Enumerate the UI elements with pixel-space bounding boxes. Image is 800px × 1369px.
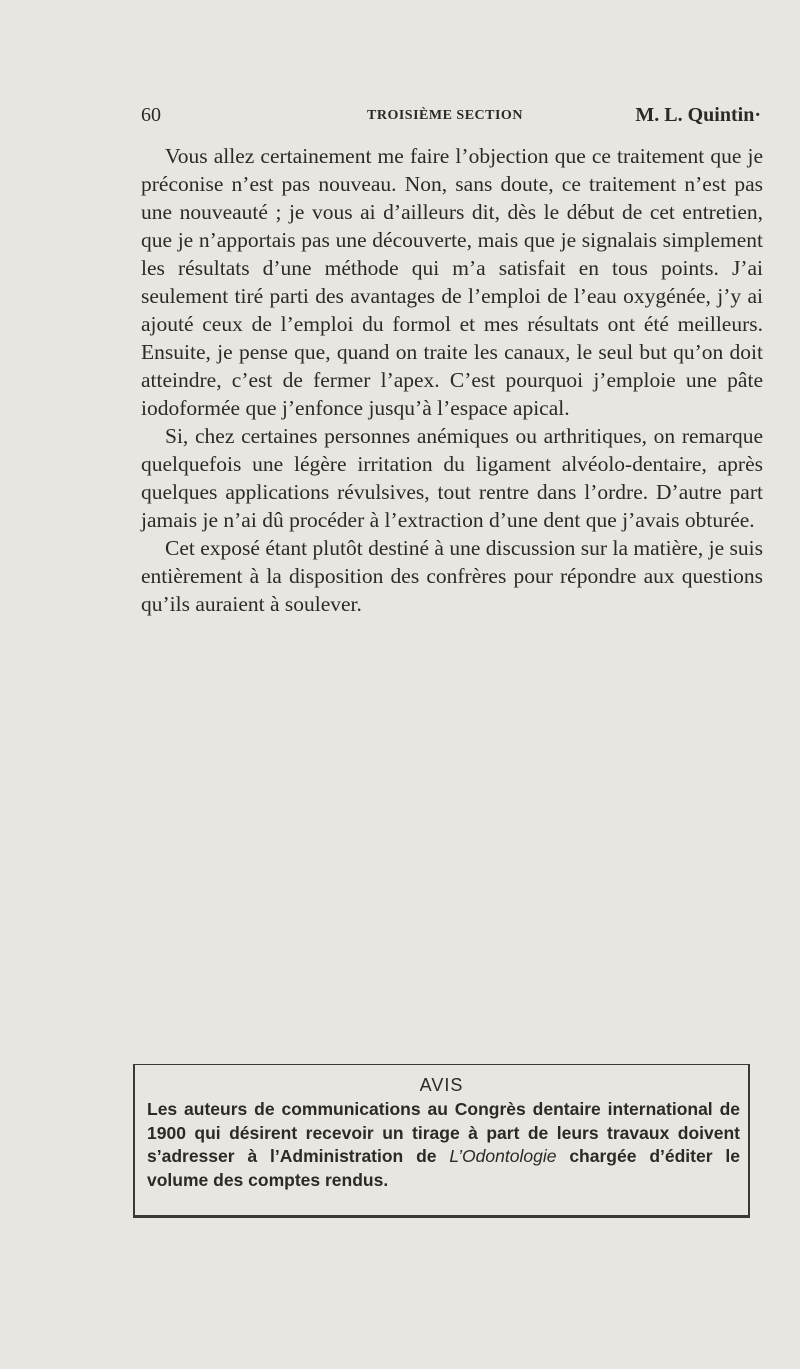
paragraph: Cet exposé étant plutôt destiné à une discussion sur la matière, je suis entièrement à la disposition des confrères pour répondre aux questions qu’ils auraient à soulever. [141, 536, 763, 616]
paragraph: Vous allez certainement me faire l’objection que ce traitement que je préconise n’est pas nouveau. Non, sans doute, ce traitement n’est pas une nouveauté ; je vous ai d’ailleurs dit, dès le début de cet entretien, que je n’apportais pas une découverte, mais que je signalais simplement les résultats d’une méthode qui m’a satisfait en tous points. J’ai seulement tiré parti des avantages de l’emploi de l’eau oxygénée, j’y ai ajouté ceux de l’emploi du formol et mes résultats ont été meilleurs. Ensuite, je pense que, quand on traite les canaux, le seul but qu’on doit atteindre, c’est de fermer l’apex. C’est pourquoi j’emploie une pâte iodoformée que j’enfonce jusqu’à l’espace apical. [141, 144, 763, 420]
notice-box [133, 1064, 750, 1218]
page-number: 60 [141, 104, 161, 126]
paragraph: Si, chez certaines personnes anémiques ou arthritiques, on remarque quelquefois une légère irritation du ligament alvéolo-dentaire, après quelques applications révulsives, tout rentre dans l’ordre. D’autre part jamais je n’ai dû procéder à l’extraction d’une dent que j’avais obturée. [141, 424, 763, 532]
notice-text [147, 1098, 740, 1192]
author-name: M. L. Quintin· [635, 104, 761, 126]
journal-title: L’Odontologie [449, 1146, 557, 1166]
notice-text-end: chargée d’éditer le volume des comptes rendus. [147, 1146, 740, 1190]
section-title: TROISIÈME SECTION [367, 108, 523, 123]
running-header [141, 100, 761, 130]
notice-title: AVIS [419, 1075, 464, 1095]
notice-text-start: Les auteurs de communications au Congrès dentaire international de 1900 qui désirent recevoir un tirage à part de leurs travaux doivent s’adresser à l’Administration de [147, 1099, 740, 1166]
main-text [141, 142, 763, 618]
